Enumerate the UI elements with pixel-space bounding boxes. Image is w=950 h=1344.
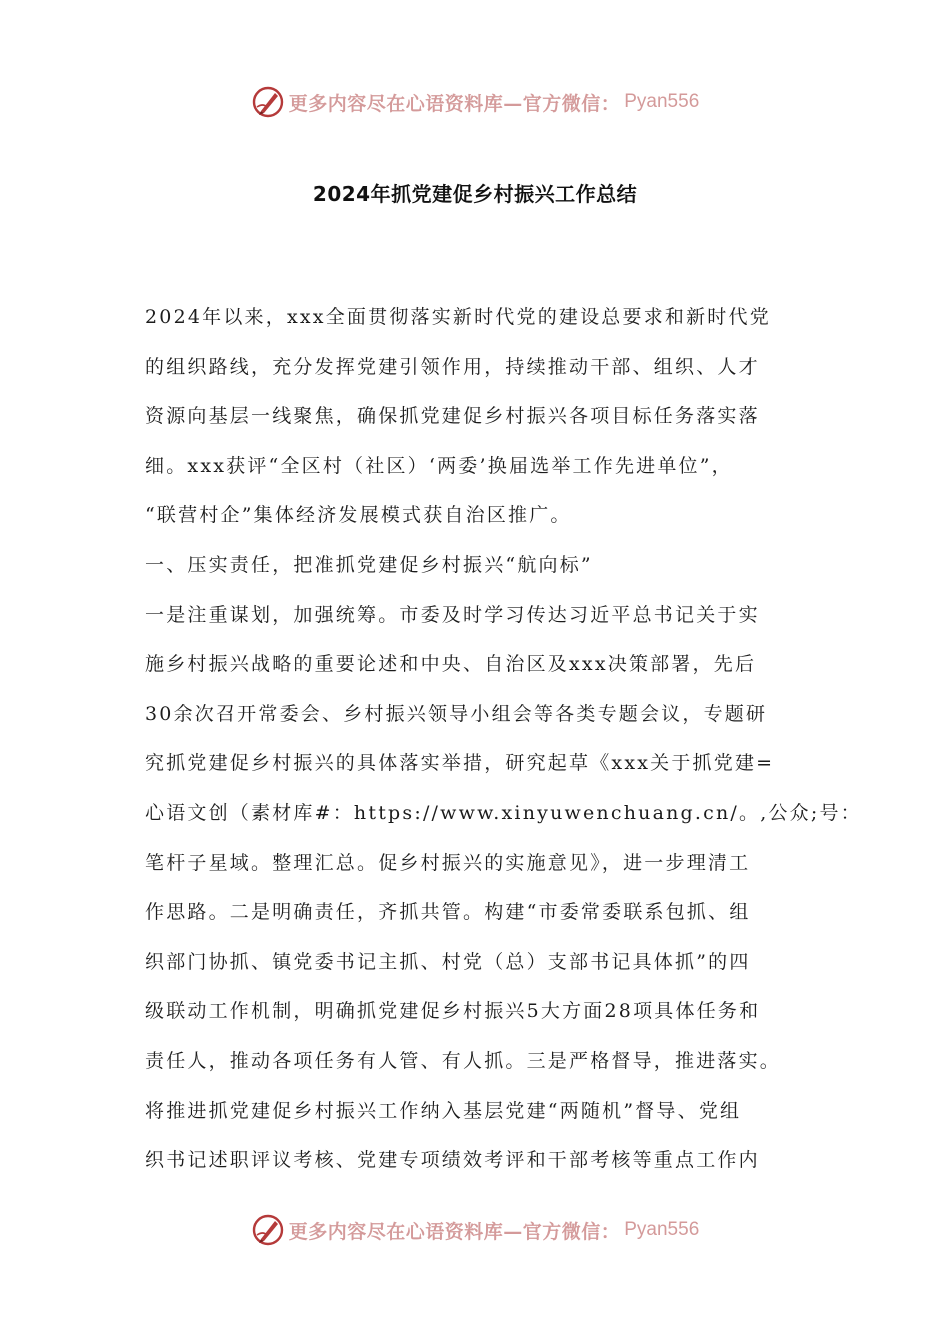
paragraph-line: 责任人，推动各项任务有人管、有人抓。三是严格督导，推进落实。 [145, 1049, 782, 1072]
document-title: 2024年抓党建促乡村振兴工作总结 [312, 182, 638, 206]
paragraph-line: 笔杆子星域。整理汇总。促乡村振兴的实施意见》，进一步理清工 [145, 851, 751, 874]
paragraph-line: 30余次召开常委会、乡村振兴领导小组会等各类专题会议，专题研 [145, 702, 768, 725]
paragraph-line: 一、压实责任，把准抓党建促乡村振兴“航向标” [145, 553, 593, 576]
paragraph-line: 施乡村振兴战略的重要论述和中央、自治区及xxx决策部署，先后 [145, 653, 757, 676]
paragraph-line: 细。xxx获评“全区村（社区）‘两委’换届选举工作先进单位”， [145, 454, 733, 477]
paragraph-line: 级联动工作机制，明确抓党建促乡村振兴5大方面28项具体任务和 [145, 1000, 761, 1023]
paragraph-line: 作思路。二是明确责任，齐抓共管。构建“市委常委联系包抓、组 [145, 901, 751, 924]
watermark-text: 更多内容尽在心语资料库—官方微信： [288, 1220, 621, 1243]
watermark-header [0, 82, 950, 122]
pen-logo-icon [251, 85, 285, 119]
pen-logo-icon [251, 1213, 285, 1247]
watermark-wechat-id: Pyan556 [624, 91, 700, 112]
paragraph-line: “联营村企”集体经济发展模式获自治区推广。 [145, 504, 572, 527]
paragraph-line: 的组织路线，充分发挥党建引领作用，持续推动干部、组织、人才 [145, 355, 760, 378]
paragraph-line: 2024年以来，xxx全面贯彻落实新时代党的建设总要求和新时代党 [145, 306, 771, 328]
watermark-wechat-id: Pyan556 [624, 1219, 700, 1240]
paragraph-line: 心语文创（素材库#：https://www.xinyuwenchuang.cn/。,公众;号： [145, 801, 862, 824]
paragraph-line: 将推进抓党建促乡村振兴工作纳入基层党建“两随机”督导、党组 [145, 1099, 742, 1122]
paragraph-line: 资源向基层一线聚焦，确保抓党建促乡村振兴各项目标任务落实落 [145, 405, 760, 428]
paragraph-line: 织书记述职评议考核、党建专项绩效考评和干部考核等重点工作内 [145, 1149, 760, 1172]
document-body [145, 293, 862, 1186]
paragraph-line: 织部门协抓、镇党委书记主抓、村党（总）支部书记具体抓”的四 [145, 950, 751, 973]
watermark-text: 更多内容尽在心语资料库—官方微信： [288, 92, 621, 115]
paragraph-line: 一是注重谋划，加强统筹。市委及时学习传达习近平总书记关于实 [145, 603, 760, 626]
watermark-footer [0, 1210, 950, 1250]
paragraph-line: 究抓党建促乡村振兴的具体落实举措，研究起草《xxx关于抓党建= [145, 752, 775, 775]
